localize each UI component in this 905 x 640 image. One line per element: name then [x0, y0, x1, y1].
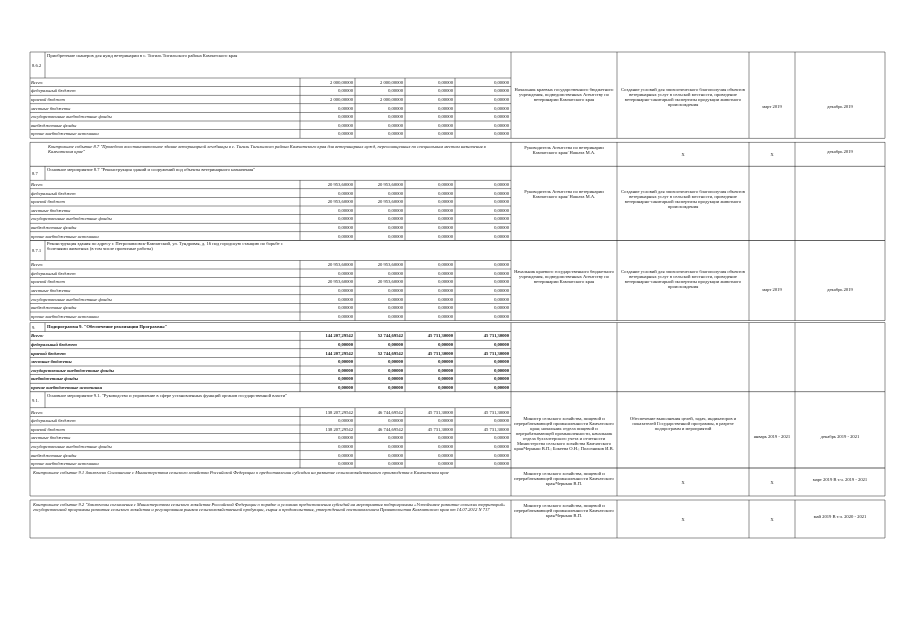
- funding-source-label: местные бюджеты: [31, 288, 71, 293]
- funding-value: 0,00000: [438, 305, 453, 311]
- funding-value: 0,00000: [494, 279, 509, 285]
- funding-value: 0,00000: [438, 270, 453, 276]
- funding-value: 0,00000: [494, 233, 509, 239]
- funding-value: 0,00000: [494, 199, 509, 205]
- funding-source-label: федеральный бюджет: [31, 88, 76, 94]
- control-event-text: Контрольное событие 9.2 "Заключены соглашения с Министерством сельского хозяйства Российской Федерации о порядке и условиях предоставления субсидий на мероприятия подпрограммы «Устойчивое развитие сельских территорий» государственной программы развития сельского хозяйства и регулирования рынков сельскохозяйственной продукции, сырья и продовольствия, утвержденной постановлением Правительства Камчатского края от 14.07.2012 N 717: [33, 502, 506, 512]
- funding-source-label: прочие внебюджетные источники: [31, 385, 103, 390]
- funding-value: 45 731,30000: [483, 409, 509, 415]
- funding-source-label: государственные внебюджетные фонды: [31, 114, 112, 120]
- responsible-executor: Руководитель Агентства по ветеринарии Камчатского края/ Нашата М.А.: [524, 188, 604, 199]
- funding-value: 0,00000: [494, 418, 509, 424]
- funding-value: 45 731,30000: [483, 333, 509, 339]
- item-number: 8.7: [32, 171, 38, 177]
- funding-value: 45 731,30000: [427, 333, 453, 339]
- cross-mark: Х: [770, 517, 774, 522]
- control-event-text: Контрольное событие 9.1 Заключено Соглашение с Министерством сельского хозяйства Российской Федерации о предоставлении субсидии на развитие сельскохозяйственного производства в Камчатском крае: [33, 470, 449, 475]
- funding-value: 0,00000: [388, 122, 403, 128]
- funding-value: 0,00000: [494, 131, 509, 137]
- funding-value: 0,00000: [438, 233, 453, 239]
- responsible-executor: Начальник краевых государственного бюджетного учреждения, подведомственных Агентству по ветеринарии Камчатского края: [514, 86, 614, 102]
- item-number: 8.7.1: [32, 248, 42, 254]
- funding-value: 0,00000: [388, 367, 403, 373]
- funding-value: 0,00000: [494, 461, 509, 467]
- funding-value: 20 953,60000: [327, 279, 353, 285]
- funding-value: 0,00000: [388, 305, 403, 311]
- funding-source-label: краевой бюджет: [31, 199, 65, 205]
- funding-source-label: государственные внебюджетные фонды: [31, 296, 112, 302]
- funding-value: 0,00000: [338, 233, 353, 239]
- funding-value: 0,00000: [494, 97, 509, 102]
- responsible-executor: Министр сельского хозяйства, пищевой и перерабатывающей промышленности Камчатского края; начальник отдела пищевой и перерабатывающей промышленности, начальник отдела бухгалтерского учета и отчетности Министерства сельского хозяйства Камчатского края/Черныш В.П.; Бокеева О.Н.; Полозников И.В.: [514, 416, 614, 452]
- funding-value: 0,00000: [438, 262, 453, 268]
- funding-value: 2 000,00000: [380, 79, 403, 85]
- item-title: Основное мероприятие 9.1. "Руководство и управление в сфере установленных функций органов государственной власти": [47, 392, 288, 398]
- funding-value: 144 207,29542: [325, 350, 353, 356]
- funding-value: 138 207,29542: [325, 426, 353, 432]
- expected-result: Создание условий для эпизоотического благополучия объектов ветеринарных услуг в сельской местности, проведение ветеринарно-санитарной экспертизы продукции животного происхождения: [621, 188, 745, 209]
- funding-value: 0,00000: [388, 288, 403, 293]
- item-number: 9.: [32, 325, 36, 331]
- funding-value: 0,00000: [438, 461, 453, 467]
- funding-value: 0,00000: [388, 88, 403, 94]
- end-date: декабрь 2019: [827, 104, 853, 110]
- funding-value: 0,00000: [438, 367, 453, 373]
- funding-source-label: краевой бюджет: [31, 350, 66, 356]
- funding-value: 0,00000: [388, 313, 403, 319]
- funding-value: 0,00000: [338, 296, 353, 302]
- funding-value: 2 000,00000: [380, 97, 403, 102]
- funding-source-label: прочие внебюджетные источники: [31, 233, 99, 239]
- control-event-date: март 2019 В т.ч. 2019 - 2021: [812, 477, 868, 482]
- funding-value: 0,00000: [338, 305, 353, 311]
- funding-value: 0,00000: [438, 182, 453, 187]
- cross-mark: Х: [681, 152, 685, 158]
- funding-value: 0,00000: [338, 225, 353, 230]
- funding-value: 0,00000: [494, 79, 509, 85]
- funding-value: 0,00000: [438, 199, 453, 205]
- funding-value: 0,00000: [494, 385, 509, 390]
- funding-value: 0,00000: [438, 79, 453, 85]
- funding-value: 0,00000: [438, 122, 453, 128]
- funding-value: 0,00000: [438, 131, 453, 137]
- item-number: 8.6.2: [32, 63, 42, 68]
- funding-source-label: Всего:: [31, 333, 44, 339]
- funding-value: 0,00000: [438, 313, 453, 319]
- expected-result: Создание условий для эпизоотического благополучия объектов ветеринарных услуг в сельской местности, проведение ветеринарно-санитарной экспертизы продукции животного происхождения: [621, 86, 745, 107]
- funding-value: 0,00000: [338, 270, 353, 276]
- funding-source-label: прочие внебюджетные источники: [31, 313, 99, 319]
- funding-value: 0,00000: [494, 435, 509, 441]
- funding-value: 20 953,60000: [377, 279, 403, 285]
- funding-source-label: краевой бюджет: [31, 279, 65, 285]
- funding-value: 0,00000: [338, 435, 353, 441]
- funding-source-label: государственные внебюджетные фонды: [31, 444, 112, 449]
- cross-mark: Х: [770, 152, 774, 158]
- funding-value: 20 953,60000: [327, 262, 353, 268]
- funding-value: 0,00000: [388, 270, 403, 276]
- funding-value: 0,00000: [494, 105, 509, 111]
- control-event-executor: Министр сельского хозяйства, пищевой и перерабатывающей промышленности Камчатского края/Черныш В.П.: [514, 471, 614, 486]
- funding-value: 0,00000: [438, 288, 453, 293]
- funding-source-label: Всего:: [31, 79, 44, 85]
- cross-mark: Х: [681, 480, 685, 485]
- funding-value: 0,00000: [388, 114, 403, 120]
- funding-value: 0,00000: [438, 385, 453, 390]
- funding-value: 0,00000: [388, 131, 403, 137]
- funding-source-label: местные бюджеты: [31, 359, 72, 365]
- cross-mark: Х: [770, 480, 774, 485]
- funding-value: 0,00000: [494, 182, 509, 187]
- funding-value: 0,00000: [338, 342, 353, 347]
- funding-value: 0,00000: [438, 207, 453, 213]
- funding-source-label: прочие внебюджетные источники: [31, 461, 99, 467]
- item-number: 9.1.: [32, 397, 39, 403]
- funding-value: 20 953,60000: [377, 262, 403, 268]
- funding-value: 0,00000: [388, 225, 403, 230]
- funding-value: 20 953,60000: [327, 199, 353, 205]
- funding-value: 0,00000: [338, 385, 353, 390]
- funding-value: 45 731,30000: [483, 426, 509, 432]
- funding-value: 0,00000: [338, 313, 353, 319]
- funding-value: 0,00000: [438, 444, 453, 449]
- funding-value: 0,00000: [494, 225, 509, 230]
- funding-value: 0,00000: [438, 97, 453, 102]
- funding-value: 0,00000: [438, 342, 453, 347]
- funding-value: 0,00000: [438, 114, 453, 120]
- expected-result: Обеспечение выполнения целей, задач, индикаторов и показателей Государственной программы, в разрезе подпрограмм и мероприятий: [629, 416, 737, 432]
- funding-value: 2 000,00000: [330, 97, 353, 102]
- funding-value: 45 731,30000: [483, 350, 509, 356]
- funding-source-label: Всего:: [31, 262, 44, 268]
- funding-value: 20 953,60000: [377, 182, 403, 187]
- funding-value: 0,00000: [438, 452, 453, 458]
- funding-value: 46 744,69542: [377, 426, 403, 432]
- end-date: декабрь 2019: [827, 286, 853, 292]
- funding-source-label: краевой бюджет: [31, 97, 65, 102]
- funding-source-label: федеральный бюджет: [31, 342, 77, 347]
- funding-value: 0,00000: [438, 216, 453, 222]
- item-title: Приобретение сканеров для нужд ветеринарии в с. Тигиль Тигильского района Камчатского края: [47, 53, 238, 58]
- funding-value: 20 953,60000: [377, 199, 403, 205]
- funding-value: 0,00000: [438, 296, 453, 302]
- item-title: Подпрограмма 9. "Обеспечение реализации Программы": [47, 323, 168, 329]
- funding-source-label: внебюджетные фонды: [31, 376, 78, 382]
- funding-source-label: краевой бюджет: [31, 426, 65, 432]
- funding-value: 0,00000: [438, 359, 453, 365]
- control-event-text: Контрольное событие 8.7 "Проведено восстановительное здание ветеринарной лечебницы в с. Тигиль Тигильского района Камчатского края для ветеринарных нужд, переоснащенных по специальным местам назначения в Камчатском крае": [48, 144, 486, 155]
- funding-value: 0,00000: [494, 305, 509, 311]
- funding-source-label: государственные внебюджетные фонды: [31, 367, 114, 373]
- start-date: март 2019: [762, 104, 782, 110]
- start-date: январь 2019 - 2021: [753, 433, 791, 439]
- funding-value: 52 744,69542: [377, 333, 403, 339]
- funding-value: 0,00000: [338, 207, 353, 213]
- funding-value: 138 207,29542: [325, 409, 353, 415]
- funding-value: 0,00000: [438, 418, 453, 424]
- funding-value: 0,00000: [494, 207, 509, 213]
- funding-value: 0,00000: [438, 88, 453, 94]
- control-event-date: май 2019 В т.ч. 2020 - 2021: [813, 514, 867, 519]
- responsible-executor: Начальник краевого государственного бюджетного учреждения, подведомственных Агентству по ветеринарии Камчатского края: [514, 269, 614, 284]
- funding-value: 0,00000: [494, 114, 509, 120]
- funding-value: 0,00000: [338, 190, 353, 196]
- funding-value: 0,00000: [388, 461, 403, 467]
- funding-value: 46 744,69542: [377, 409, 403, 415]
- funding-value: 0,00000: [338, 452, 353, 458]
- funding-value: 45 731,30000: [427, 350, 453, 356]
- funding-value: 0,00000: [338, 376, 353, 382]
- funding-source-label: федеральный бюджет: [31, 270, 76, 276]
- funding-value: 0,00000: [494, 122, 509, 128]
- funding-value: 0,00000: [438, 279, 453, 285]
- funding-source-label: местные бюджеты: [31, 105, 71, 111]
- funding-value: 0,00000: [388, 418, 403, 424]
- funding-value: 45 731,30000: [427, 409, 453, 415]
- funding-value: 0,00000: [494, 288, 509, 293]
- funding-source-label: внебюджетные фонды: [31, 452, 77, 458]
- funding-value: 0,00000: [338, 216, 353, 222]
- funding-source-label: внебюджетные фонды: [31, 225, 77, 230]
- funding-value: 0,00000: [338, 114, 353, 120]
- funding-value: 0,00000: [388, 190, 403, 196]
- funding-value: 0,00000: [338, 122, 353, 128]
- funding-value: 0,00000: [494, 313, 509, 319]
- funding-value: 0,00000: [388, 376, 403, 382]
- funding-source-label: местные бюджеты: [31, 435, 71, 441]
- funding-source-label: государственные внебюджетные фонды: [31, 216, 112, 222]
- funding-value: 0,00000: [494, 270, 509, 276]
- funding-value: 0,00000: [338, 367, 353, 373]
- funding-value: 0,00000: [438, 435, 453, 441]
- funding-source-label: Всего:: [31, 182, 44, 187]
- funding-value: 0,00000: [388, 342, 403, 347]
- funding-value: 0,00000: [388, 444, 403, 449]
- funding-source-label: прочие внебюджетные источники: [31, 131, 99, 137]
- funding-value: 144 207,29542: [325, 333, 353, 339]
- funding-value: 0,00000: [494, 452, 509, 458]
- funding-value: 0,00000: [494, 342, 509, 347]
- funding-value: 0,00000: [388, 105, 403, 111]
- funding-value: 2 000,00000: [330, 79, 353, 85]
- funding-source-label: местные бюджеты: [31, 207, 71, 213]
- funding-value: 0,00000: [338, 418, 353, 424]
- control-event-executor: Руководитель Агентства по ветеринарии Камчатского края/ Нашата М.А.: [524, 145, 604, 156]
- funding-value: 0,00000: [494, 444, 509, 449]
- funding-value: 0,00000: [338, 461, 353, 467]
- funding-source-label: внебюджетные фонды: [31, 305, 77, 311]
- funding-source-label: федеральный бюджет: [31, 418, 76, 424]
- funding-value: 0,00000: [494, 296, 509, 302]
- funding-value: 0,00000: [338, 88, 353, 94]
- funding-value: 0,00000: [438, 105, 453, 111]
- item-title: Основное мероприятие 8.7 "Реконструкция зданий и сооружений под объекты ветеринарного назначения": [47, 167, 255, 173]
- funding-source-label: внебюджетные фонды: [31, 122, 77, 128]
- funding-value: 0,00000: [494, 216, 509, 222]
- funding-value: 0,00000: [338, 444, 353, 449]
- funding-value: 20 953,60000: [327, 182, 353, 187]
- funding-value: 0,00000: [388, 216, 403, 222]
- expected-result: Создание условий для эпизоотического благополучия объектов ветеринарных услуг в сельской местности, проведение ветеринарно-санитарной экспертизы продукции животного происхождения: [621, 269, 745, 289]
- funding-value: 0,00000: [388, 296, 403, 302]
- funding-value: 0,00000: [494, 367, 509, 373]
- cross-mark: Х: [681, 517, 685, 522]
- funding-value: 0,00000: [388, 207, 403, 213]
- funding-value: 0,00000: [338, 288, 353, 293]
- funding-source-label: федеральный бюджет: [31, 190, 76, 196]
- funding-value: 52 744,69542: [377, 350, 403, 356]
- funding-value: 0,00000: [338, 359, 353, 365]
- end-date: декабрь 2019 - 2021: [820, 433, 860, 439]
- funding-value: 0,00000: [388, 359, 403, 365]
- funding-value: 0,00000: [338, 105, 353, 111]
- funding-value: 0,00000: [388, 435, 403, 441]
- control-event-executor: Министр сельского хозяйства, пищевой и перерабатывающей промышленности Камчатского края/Черныш В.П.: [514, 503, 614, 518]
- funding-value: 0,00000: [388, 385, 403, 390]
- funding-value: 0,00000: [438, 225, 453, 230]
- funding-value: 0,00000: [438, 190, 453, 196]
- funding-source-label: Всего:: [31, 409, 44, 415]
- funding-value: 0,00000: [494, 262, 509, 268]
- control-event-date: декабрь 2019: [827, 149, 853, 155]
- funding-value: 45 731,30000: [427, 426, 453, 432]
- funding-value: 0,00000: [494, 359, 509, 365]
- funding-value: 0,00000: [338, 131, 353, 137]
- funding-value: 0,00000: [494, 376, 509, 382]
- start-date: март 2019: [762, 286, 782, 292]
- funding-value: 0,00000: [388, 452, 403, 458]
- funding-value: 0,00000: [494, 190, 509, 196]
- funding-value: 0,00000: [494, 88, 509, 94]
- item-title: Реконструкция здания по адресу г. Петропавловск-Камчатский, ул. Тундровая, д. 16 под городскую станцию по борьбе с болезнями животных (в том числе проектные работы): [47, 241, 283, 252]
- funding-value: 0,00000: [388, 233, 403, 239]
- funding-value: 0,00000: [438, 376, 453, 382]
